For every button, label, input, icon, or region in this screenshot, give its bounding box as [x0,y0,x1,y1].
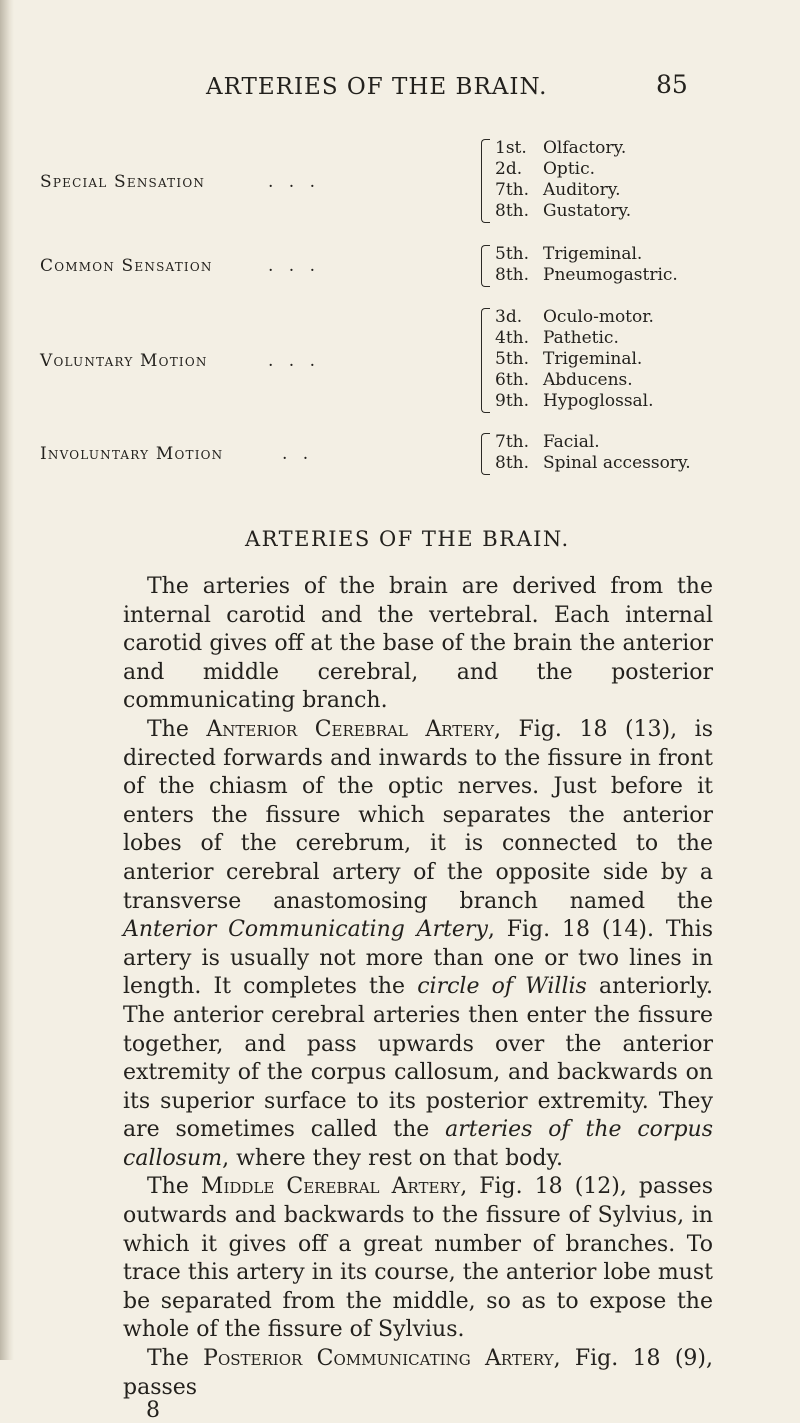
nerve-list [495,432,691,474]
artery-heading: Middle Cerebral Artery [200,1174,461,1200]
section-title: ARTERIES OF THE BRAIN. [245,527,570,551]
paragraph: The Posterior Communicating Artery, Fig. 18 (9), passes [123,1346,714,1400]
nerve-entry: 8th. Pneumogastric. [495,265,678,285]
nerve-list [495,307,654,412]
artery-heading: Anterior Cerebral Artery [206,716,494,742]
bracket [481,245,490,287]
nerve-entry: 2d. Optic. [495,159,596,179]
nerve-group-common-sensation [40,244,760,286]
nerve-entry: 7th. Facial. [495,432,600,452]
artery-heading: Posterior Communicating Artery [203,1346,554,1372]
nerve-entry: 1st. Olfactory. [495,138,627,158]
nerve-list [495,138,631,222]
bracket [481,433,490,475]
nerve-group-involuntary-motion [40,432,760,474]
paragraph: The arteries of the brain are derived from the internal carotid and the vertebral. Each internal carotid gives off at the base of the brain the anterior and middle cerebral, and the posterior communicating branch. [123,574,713,714]
nerve-group-voluntary-motion [40,307,760,412]
paragraph: The Middle Cerebral Artery, Fig. 18 (12), passes outwards and backwards to the fissure of Sylvius, in which it gives off a great number of branches. To trace this artery in its course, the anterior lobe must be separated from the middle, so as to expose the whole of the fissure of Sylvius. [123,1174,713,1343]
group-label: Common Sensation [40,256,213,276]
nerve-entry: 6th. Abducens. [495,370,633,390]
leader-dots: . . [282,444,314,464]
leader-dots: . . . [268,172,321,192]
page-number: 85 [656,70,688,99]
signature-mark: 8 [146,1398,160,1423]
nerve-entry: 5th. Trigeminal. [495,349,643,369]
nerve-entry: 9th. Hypoglossal. [495,391,654,411]
bracket [481,308,490,413]
nerve-group-special-sensation [40,138,760,222]
bracket [481,139,490,223]
nerve-list [495,244,678,286]
group-label: Voluntary Motion [40,351,208,371]
nerve-entry: 5th. Trigeminal. [495,244,643,264]
nerve-entry: 3d. Oculo-motor. [495,307,654,327]
nerve-entry: 7th. Auditory. [495,180,621,200]
leader-dots: . . . [268,256,321,276]
nerve-entry: 4th. Pathetic. [495,328,619,348]
body-text [123,573,713,1402]
page-edge-shadow [0,0,14,1360]
paragraph: The Anterior Cerebral Artery, Fig. 18 (13), is directed forwards and inwards to the fissure in front of the chiasm of the optic nerves. Just before it enters the fissure which separates the anterior lobes of the cerebrum, it is connected to the anterior cerebral artery of the opposite side by a transverse anastomosing branch named the Anterior Communicating Artery, Fig. 18 (14). This artery is usually not more than one or two lines in length. It completes the circle of Willis anteriorly. The anterior cerebral arteries then enter the fissure together, and pass upwards over the anterior extremity of the corpus callosum, and backwards on its superior surface to its posterior extremity. They are sometimes called the arteries of the corpus callosum, where they rest on that body. [123,716,713,1171]
group-label: Special Sensation [40,172,206,192]
group-label: Involuntary Motion [40,444,224,464]
leader-dots: . . . [268,351,321,371]
nerve-entry: 8th. Gustatory. [495,201,632,221]
running-head: ARTERIES OF THE BRAIN. [206,74,548,100]
nerve-entry: 8th. Spinal accessory. [495,453,691,473]
